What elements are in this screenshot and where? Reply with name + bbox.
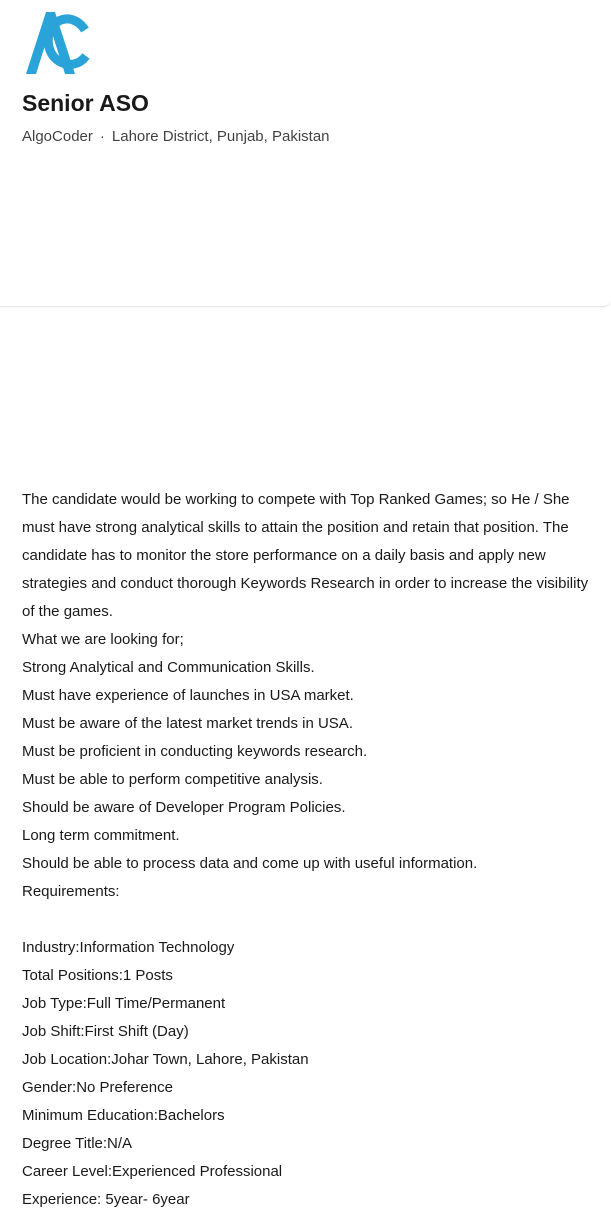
job-title: Senior ASO [22,90,149,116]
requirements-heading: Requirements: [22,883,120,900]
detail-total-positions: Total Positions:1 Posts [22,967,173,984]
spacer [22,906,597,934]
detail-job-type: Job Type:Full Time/Permanent [22,995,226,1012]
detail-career-level: Career Level:Experienced Professional [22,1163,283,1180]
separator-dot: · [99,128,105,145]
detail-job-shift: Job Shift:First Shift (Day) [22,1023,189,1040]
job-subtitle [22,128,330,145]
job-location: Lahore District, Punjab, Pakistan [111,128,330,145]
company-logo[interactable] [22,10,92,80]
detail-degree-title: Degree Title:N/A [22,1135,133,1152]
list-item: Should be able to process data and come up with useful information. [22,855,478,872]
company-name-link[interactable]: AlgoCoder [22,128,93,145]
list-item: Must have experience of launches in USA market. [22,687,354,704]
list-item: Must be able to perform competitive analysis. [22,771,323,788]
detail-minimum-education: Minimum Education:Bachelors [22,1107,225,1124]
algocoder-logo-icon [22,10,92,80]
detail-gender: Gender:No Preference [22,1079,173,1096]
list-item: Must be aware of the latest market trends in USA. [22,715,353,732]
description-intro: The candidate would be working to compete with Top Ranked Games; so He / She must have strong analytical skills to attain the position and retain that position. The candidate has to monitor the store performance on a daily basis and apply new strategies and conduct thorough Keywords Research in order to increase the visibility of the games. [22,491,589,620]
looking-for-heading: What we are looking for; [22,631,184,648]
job-description [22,486,597,1211]
job-top-card [0,0,611,307]
list-item: Long term commitment. [22,827,180,844]
list-item: Should be aware of Developer Program Policies. [22,799,346,816]
list-item: Must be proficient in conducting keywords research. [22,743,368,760]
list-item: Strong Analytical and Communication Skills. [22,659,315,676]
detail-industry: Industry:Information Technology [22,939,235,956]
detail-job-location: Job Location:Johar Town, Lahore, Pakistan [22,1051,309,1068]
detail-experience: Experience: 5year- 6year [22,1191,190,1208]
